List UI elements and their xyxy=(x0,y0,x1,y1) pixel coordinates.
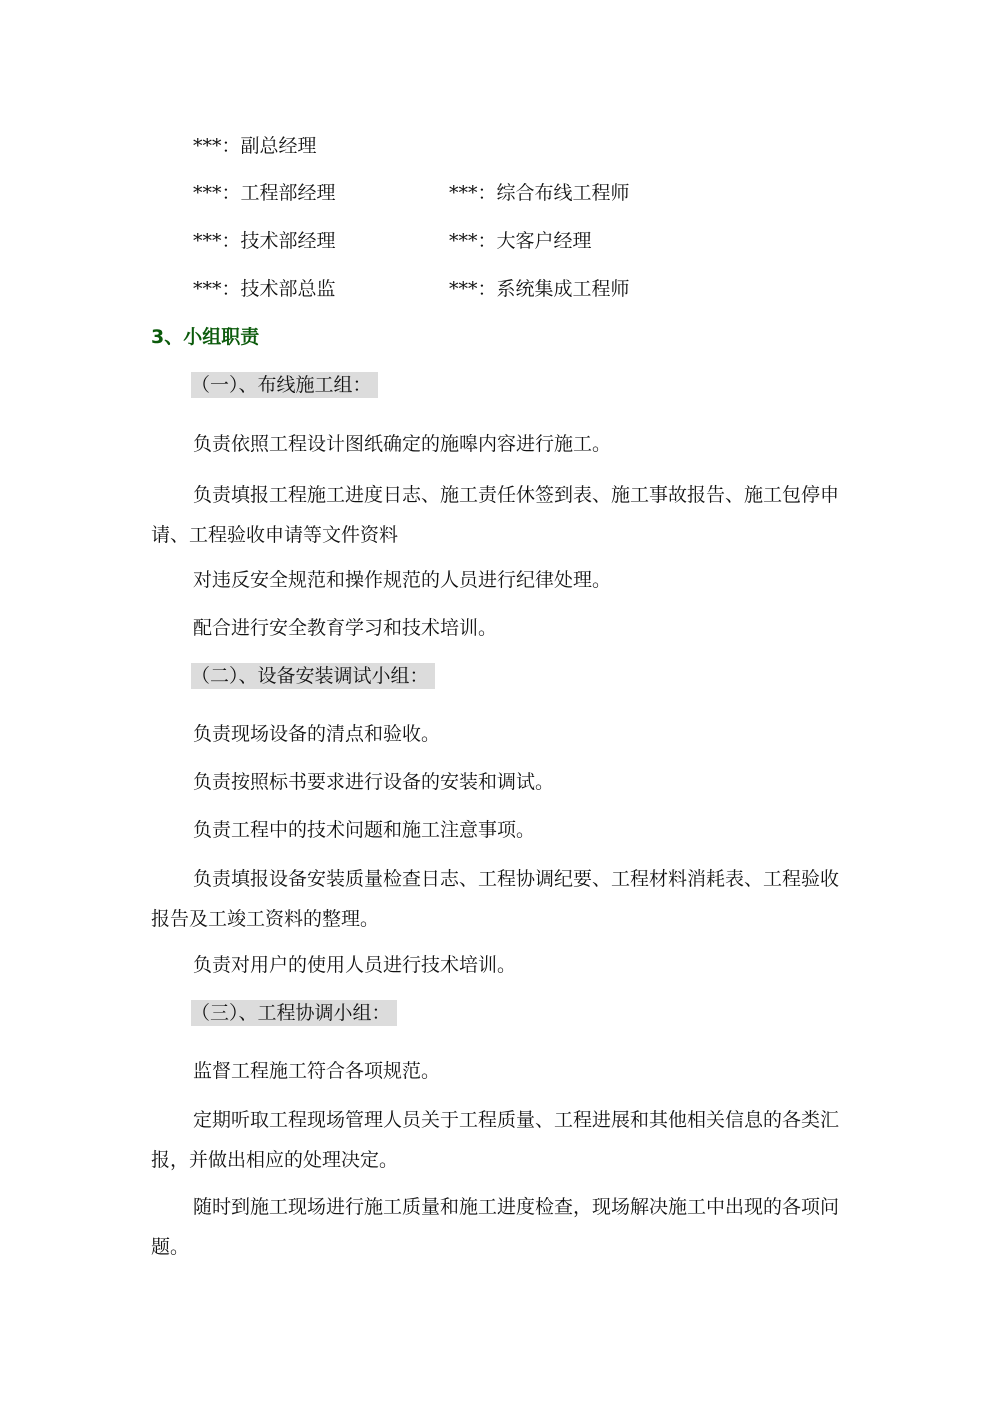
role-separator: ： xyxy=(221,182,241,204)
role-name: *** xyxy=(449,278,478,300)
group-title: （一）、布线施工组： xyxy=(191,372,378,398)
role-entry xyxy=(193,277,336,301)
group-item: 对违反安全规范和操作规范的人员进行纪律处理。 xyxy=(193,569,612,591)
group-item: 负责填报设备安装质量检查日志、工程协调纪要、工程材料消耗表、工程验收报告及工竣工资料的整理。 xyxy=(151,868,840,930)
role-separator: ： xyxy=(477,278,497,300)
role-name: *** xyxy=(193,278,222,300)
role-name: *** xyxy=(193,230,222,252)
role-separator: ： xyxy=(221,278,241,300)
group-item: 负责对用户的使用人员进行技术培训。 xyxy=(193,954,517,976)
group-title: （三）、工程协调小组： xyxy=(191,1000,397,1026)
group-title: （二）、设备安装调试小组： xyxy=(191,663,435,689)
role-name: *** xyxy=(449,182,478,204)
role-title: 工程部经理 xyxy=(240,182,336,204)
role-separator: ： xyxy=(477,230,497,252)
group-item: 配合进行安全教育学习和技术培训。 xyxy=(193,617,498,639)
group-item: 随时到施工现场进行施工质量和施工进度检查，现场解决施工中出现的各项问题。 xyxy=(151,1196,840,1258)
role-separator: ： xyxy=(477,182,497,204)
group-item: 负责工程中的技术问题和施工注意事项。 xyxy=(193,819,536,841)
role-title: 技术部经理 xyxy=(240,230,336,252)
role-separator: ： xyxy=(221,135,241,157)
role-title: 系统集成工程师 xyxy=(496,278,630,300)
role-name: *** xyxy=(193,135,222,157)
role-entry xyxy=(449,181,630,205)
role-entry xyxy=(193,181,336,205)
role-entry xyxy=(449,277,630,301)
role-entry xyxy=(449,229,592,253)
role-title: 大客户经理 xyxy=(496,230,592,252)
group-item: 负责现场设备的清点和验收。 xyxy=(193,723,441,745)
role-title: 综合布线工程师 xyxy=(496,182,630,204)
role-separator: ： xyxy=(221,230,241,252)
role-title: 技术部总监 xyxy=(240,278,336,300)
group-item: 负责填报工程施工进度日志、施工责任休签到表、施工事故报告、施工包停申请、工程验收申请等文件资料 xyxy=(151,484,840,546)
section-heading: 3、小组职责 xyxy=(151,326,260,348)
role-name: *** xyxy=(449,230,478,252)
group-item: 监督工程施工符合各项规范。 xyxy=(193,1060,441,1082)
group-item: 定期听取工程现场管理人员关于工程质量、工程进展和其他相关信息的各类汇报，并做出相应的处理决定。 xyxy=(151,1109,840,1171)
role-entry xyxy=(193,229,336,253)
role-entry xyxy=(193,134,317,158)
role-title: 副总经理 xyxy=(240,135,317,157)
role-name: *** xyxy=(193,182,222,204)
group-item: 负责依照工程设计图纸确定的施嗥内容进行施工。 xyxy=(193,433,612,455)
group-item: 负责按照标书要求进行设备的安装和调试。 xyxy=(193,771,555,793)
